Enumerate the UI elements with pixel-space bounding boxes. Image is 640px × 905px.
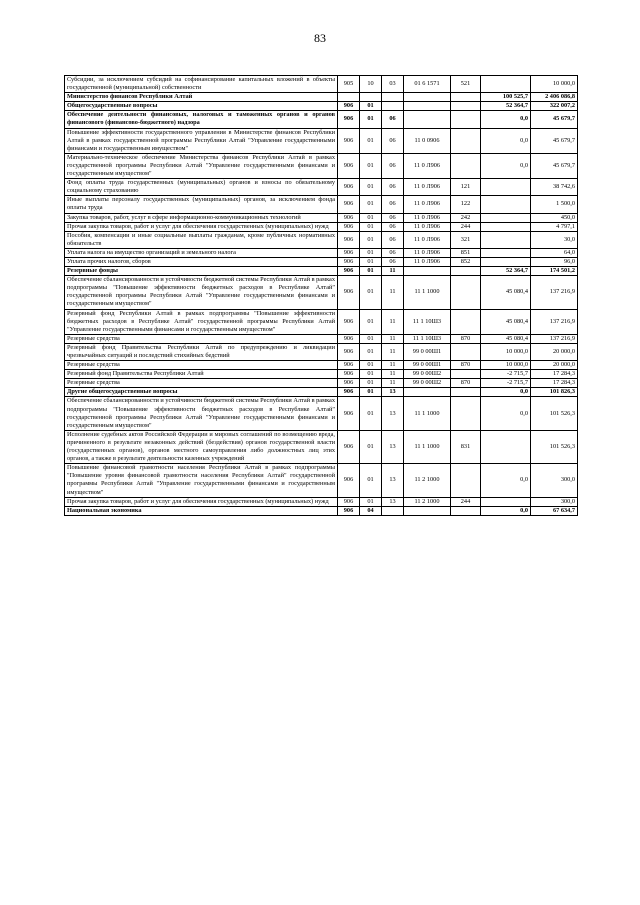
table-row — [65, 430, 578, 463]
table-row — [65, 379, 578, 388]
table-row — [65, 370, 578, 379]
cell-pr: 11 — [382, 334, 404, 343]
cell-sum-2016 — [481, 248, 531, 257]
cell-pr: 06 — [382, 111, 404, 128]
cell-ved: 906 — [338, 153, 360, 178]
cell-name: Резервные фонды — [65, 267, 338, 276]
cell-rz: 01 — [360, 464, 382, 497]
cell-vr: 831 — [451, 430, 481, 463]
table-row — [65, 276, 578, 309]
cell-pr: 11 — [382, 361, 404, 370]
cell-sum-2016: 45 080,4 — [481, 309, 531, 334]
cell-sum-2017: 322 007,2 — [531, 102, 578, 111]
cell-ved: 906 — [338, 343, 360, 360]
table-row — [65, 497, 578, 506]
table-row — [65, 464, 578, 497]
cell-rz: 01 — [360, 379, 382, 388]
cell-vr: 851 — [451, 248, 481, 257]
cell-sum-2017: 174 501,2 — [531, 267, 578, 276]
cell-rz: 01 — [360, 128, 382, 153]
cell-rz — [360, 93, 382, 102]
cell-sum-2016: 10 000,0 — [481, 343, 531, 360]
cell-csr: 11 0 Л906 — [404, 248, 451, 257]
table-row — [65, 397, 578, 430]
cell-sum-2016: 100 525,7 — [481, 93, 531, 102]
cell-rz: 01 — [360, 196, 382, 213]
cell-rz: 01 — [360, 267, 382, 276]
cell-vr — [451, 267, 481, 276]
cell-name: Субсидии, за исключением субсидий на софинансирование капитальных вложений в объекты государственной (муниципальной) собственности — [65, 76, 338, 93]
table-row — [65, 231, 578, 248]
cell-rz: 01 — [360, 370, 382, 379]
cell-vr — [451, 111, 481, 128]
cell-vr: 242 — [451, 213, 481, 222]
cell-rz: 01 — [360, 153, 382, 178]
cell-name: Общегосударственные вопросы — [65, 102, 338, 111]
cell-ved: 906 — [338, 430, 360, 463]
cell-sum-2017: 64,0 — [531, 248, 578, 257]
cell-ved: 906 — [338, 196, 360, 213]
cell-pr: 13 — [382, 397, 404, 430]
cell-sum-2016: 0,0 — [481, 388, 531, 397]
cell-pr: 06 — [382, 257, 404, 266]
table-body — [65, 76, 578, 516]
cell-vr: 852 — [451, 257, 481, 266]
cell-sum-2017: 137 216,9 — [531, 276, 578, 309]
cell-sum-2017: 67 634,7 — [531, 506, 578, 515]
cell-sum-2017: 17 284,3 — [531, 379, 578, 388]
cell-csr: 11 0 Л906 — [404, 257, 451, 266]
cell-ved: 906 — [338, 231, 360, 248]
table-row — [65, 179, 578, 196]
cell-sum-2017: 300,0 — [531, 464, 578, 497]
cell-csr: 11 0 Л906 — [404, 222, 451, 231]
cell-name: Закупка товаров, работ, услуг в сфере информационно-коммуникационных технологий — [65, 213, 338, 222]
cell-csr: 11 0 Л906 — [404, 153, 451, 178]
cell-rz: 01 — [360, 334, 382, 343]
cell-sum-2016 — [481, 222, 531, 231]
table-row — [65, 257, 578, 266]
cell-pr: 11 — [382, 370, 404, 379]
cell-ved: 906 — [338, 397, 360, 430]
cell-vr: 121 — [451, 179, 481, 196]
cell-rz: 01 — [360, 222, 382, 231]
cell-pr: 11 — [382, 267, 404, 276]
cell-ved: 906 — [338, 379, 360, 388]
cell-pr — [382, 93, 404, 102]
cell-ved: 906 — [338, 497, 360, 506]
cell-ved: 906 — [338, 464, 360, 497]
cell-sum-2016 — [481, 497, 531, 506]
table-row — [65, 388, 578, 397]
cell-vr — [451, 102, 481, 111]
cell-sum-2017: 10 000,0 — [531, 76, 578, 93]
cell-ved: 906 — [338, 179, 360, 196]
cell-rz: 01 — [360, 102, 382, 111]
cell-pr: 13 — [382, 464, 404, 497]
cell-sum-2016: 0,0 — [481, 153, 531, 178]
cell-rz: 01 — [360, 430, 382, 463]
cell-pr: 06 — [382, 248, 404, 257]
cell-csr: 11 1 1000 — [404, 430, 451, 463]
cell-name: Уплата прочих налогов, сборов — [65, 257, 338, 266]
cell-sum-2017: 4 797,1 — [531, 222, 578, 231]
budget-table — [64, 75, 578, 516]
cell-csr: 11 0 Л906 — [404, 196, 451, 213]
cell-vr: 321 — [451, 231, 481, 248]
cell-csr — [404, 102, 451, 111]
cell-rz: 01 — [360, 111, 382, 128]
cell-ved: 906 — [338, 267, 360, 276]
table-row — [65, 213, 578, 222]
cell-sum-2017: 20 000,0 — [531, 361, 578, 370]
cell-ved: 906 — [338, 257, 360, 266]
cell-pr — [382, 102, 404, 111]
cell-vr — [451, 93, 481, 102]
cell-sum-2017: 30,0 — [531, 231, 578, 248]
cell-csr: 11 1 1000 — [404, 276, 451, 309]
table-row — [65, 248, 578, 257]
cell-name: Другие общегосударственные вопросы — [65, 388, 338, 397]
cell-ved: 906 — [338, 506, 360, 515]
cell-ved: 906 — [338, 276, 360, 309]
cell-name: Резервный фонд Правительства Республики Алтай — [65, 370, 338, 379]
cell-ved: 906 — [338, 334, 360, 343]
cell-rz: 04 — [360, 506, 382, 515]
table-row — [65, 267, 578, 276]
cell-vr — [451, 397, 481, 430]
cell-vr: 870 — [451, 379, 481, 388]
cell-rz: 01 — [360, 388, 382, 397]
cell-name: Обеспечение сбалансированности и устойчивости бюджетной системы Республики Алтай в рамках подпрограммы "Повышение эффективности бюджетных расходов в Республике Алтай" государственной программы Республики Алтай "Управление государственными финансами и государственным имуществом" — [65, 276, 338, 309]
cell-csr: 11 0 Л906 — [404, 213, 451, 222]
cell-csr: 01 6 1571 — [404, 76, 451, 93]
cell-ved — [338, 93, 360, 102]
cell-ved: 906 — [338, 388, 360, 397]
table-row — [65, 111, 578, 128]
cell-rz: 01 — [360, 497, 382, 506]
cell-vr: 244 — [451, 222, 481, 231]
cell-csr — [404, 388, 451, 397]
cell-csr: 11 2 1000 — [404, 464, 451, 497]
page-number: 83 — [314, 31, 326, 45]
cell-ved: 906 — [338, 213, 360, 222]
cell-sum-2016: 0,0 — [481, 128, 531, 153]
cell-rz: 01 — [360, 231, 382, 248]
cell-sum-2016 — [481, 213, 531, 222]
cell-name: Резервные средства — [65, 379, 338, 388]
cell-rz: 01 — [360, 343, 382, 360]
cell-sum-2016: 0,0 — [481, 111, 531, 128]
cell-sum-2017: 137 216,9 — [531, 309, 578, 334]
cell-sum-2016 — [481, 257, 531, 266]
cell-pr: 06 — [382, 213, 404, 222]
cell-csr: 11 0 0906 — [404, 128, 451, 153]
cell-vr — [451, 343, 481, 360]
cell-pr: 03 — [382, 76, 404, 93]
cell-sum-2017: 137 216,9 — [531, 334, 578, 343]
cell-sum-2016: 52 364,7 — [481, 102, 531, 111]
cell-vr: 870 — [451, 361, 481, 370]
cell-pr: 06 — [382, 153, 404, 178]
cell-sum-2016: -2 715,7 — [481, 370, 531, 379]
cell-vr: 521 — [451, 76, 481, 93]
cell-sum-2017: 45 679,7 — [531, 111, 578, 128]
table-row — [65, 93, 578, 102]
cell-name: Пособия, компенсации и иные социальные выплаты гражданам, кроме публичных нормативных обязательств — [65, 231, 338, 248]
cell-ved: 906 — [338, 361, 360, 370]
cell-pr: 06 — [382, 222, 404, 231]
cell-name: Прочая закупка товаров, работ и услуг для обеспечения государственных (муниципальных) нужд — [65, 222, 338, 231]
cell-csr: 99 0 00Ш2 — [404, 379, 451, 388]
cell-ved: 906 — [338, 248, 360, 257]
cell-name: Резервные средства — [65, 361, 338, 370]
cell-csr: 99 0 00Ш1 — [404, 343, 451, 360]
table-row — [65, 76, 578, 93]
cell-pr: 06 — [382, 231, 404, 248]
cell-sum-2017: 2 406 086,8 — [531, 93, 578, 102]
cell-sum-2017: 101 526,3 — [531, 430, 578, 463]
cell-name: Прочая закупка товаров, работ и услуг для обеспечения государственных (муниципальных) нужд — [65, 497, 338, 506]
cell-pr: 11 — [382, 309, 404, 334]
cell-name: Иные выплаты персоналу государственных (муниципальных) органов, за исключением фонда оплаты труда — [65, 196, 338, 213]
cell-sum-2016: 45 080,4 — [481, 276, 531, 309]
cell-ved: 906 — [338, 102, 360, 111]
cell-sum-2017: 300,0 — [531, 497, 578, 506]
table-row — [65, 506, 578, 515]
cell-ved: 906 — [338, 111, 360, 128]
cell-ved: 906 — [338, 128, 360, 153]
cell-pr — [382, 506, 404, 515]
cell-pr: 13 — [382, 497, 404, 506]
cell-name: Фонд оплаты труда государственных (муниципальных) органов и взносы по обязательному социальному страхованию — [65, 179, 338, 196]
cell-name: Уплата налога на имущество организаций и земельного налога — [65, 248, 338, 257]
cell-pr: 06 — [382, 179, 404, 196]
cell-sum-2016: 45 080,4 — [481, 334, 531, 343]
cell-rz: 01 — [360, 248, 382, 257]
cell-sum-2017: 450,0 — [531, 213, 578, 222]
cell-rz: 01 — [360, 361, 382, 370]
cell-rz: 01 — [360, 276, 382, 309]
cell-vr — [451, 388, 481, 397]
cell-name: Резервные средства — [65, 334, 338, 343]
cell-csr: 11 0 Л906 — [404, 179, 451, 196]
cell-name: Национальная экономика — [65, 506, 338, 515]
cell-pr: 11 — [382, 343, 404, 360]
cell-name: Резервный фонд Правительства Республики Алтай по предупреждению и ликвидации чрезвычайных ситуаций и последствий стихийных бедствий — [65, 343, 338, 360]
cell-name: Повышение финансовой грамотности населения Республики Алтай в рамках подпрограммы "Повышение уровня финансовой грамотности населения Республики Алтай" государственной программы Республики Алтай "Управление государственными финансами и государственным имуществом" — [65, 464, 338, 497]
cell-sum-2016: 0,0 — [481, 506, 531, 515]
cell-sum-2016: 52 364,7 — [481, 267, 531, 276]
cell-vr: 244 — [451, 497, 481, 506]
cell-sum-2016 — [481, 179, 531, 196]
cell-name: Материально-техническое обеспечение Министерства финансов Республики Алтай в рамках государственной программы Республики Алтай "Управление государственными финансами и государственным имуществом" — [65, 153, 338, 178]
cell-name: Обеспечение деятельности финансовых, налоговых и таможенных органов и органов финансового (финансово-бюджетного) надзора — [65, 111, 338, 128]
table-row — [65, 102, 578, 111]
table-row — [65, 222, 578, 231]
cell-sum-2017: 17 284,3 — [531, 370, 578, 379]
cell-csr: 99 0 00Ш1 — [404, 361, 451, 370]
cell-csr — [404, 111, 451, 128]
cell-sum-2017: 45 679,7 — [531, 128, 578, 153]
cell-vr — [451, 506, 481, 515]
cell-rz: 01 — [360, 257, 382, 266]
cell-name: Министерство финансов Республики Алтай — [65, 93, 338, 102]
table-row — [65, 309, 578, 334]
cell-pr: 13 — [382, 388, 404, 397]
cell-sum-2016 — [481, 76, 531, 93]
cell-csr: 11 0 Л906 — [404, 231, 451, 248]
cell-name: Резервный фонд Республики Алтай в рамках подпрограммы "Повышение эффективности бюджетных расходов в Республике Алтай" государственной программы Республики Алтай "Управление государственными финансами и государственным имуществом" — [65, 309, 338, 334]
cell-csr: 11 2 1000 — [404, 497, 451, 506]
cell-rz: 01 — [360, 213, 382, 222]
cell-name: Обеспечение сбалансированности и устойчивости бюджетной системы Республики Алтай в рамках подпрограммы "Повышение эффективности бюджетных расходов в Республике Алтай" государственной программы Республики Алтай "Управление государственными финансами и государственным имуществом" — [65, 397, 338, 430]
cell-vr — [451, 309, 481, 334]
cell-rz: 01 — [360, 397, 382, 430]
cell-sum-2017: 45 679,7 — [531, 153, 578, 178]
cell-pr: 06 — [382, 128, 404, 153]
table-row — [65, 196, 578, 213]
cell-sum-2016 — [481, 196, 531, 213]
cell-sum-2017: 20 000,0 — [531, 343, 578, 360]
cell-vr: 122 — [451, 196, 481, 213]
cell-name: Исполнение судебных актов Российской Федерации и мировых соглашений по возмещению вреда, причиненного в результате незаконных действий (бездействия) органов государственной власти (государственных органов), органов местного самоуправления либо должностных лиц этих органов, а также в результате деятельности казенных учреждений — [65, 430, 338, 463]
cell-ved: 905 — [338, 76, 360, 93]
cell-sum-2016: 0,0 — [481, 397, 531, 430]
table-row — [65, 343, 578, 360]
cell-ved: 906 — [338, 309, 360, 334]
cell-csr — [404, 506, 451, 515]
cell-rz: 10 — [360, 76, 382, 93]
cell-sum-2017: 1 500,0 — [531, 196, 578, 213]
cell-csr: 11 1 10Ш3 — [404, 334, 451, 343]
cell-pr: 11 — [382, 276, 404, 309]
cell-sum-2017: 101 826,3 — [531, 388, 578, 397]
cell-rz: 01 — [360, 179, 382, 196]
cell-sum-2017: 38 742,6 — [531, 179, 578, 196]
cell-vr — [451, 153, 481, 178]
cell-name: Повышение эффективности государственного управления в Министерстве финансов Республики Алтай в рамках государственной программы Республики Алтай "Управление государственными финансами и государственным имуществом" — [65, 128, 338, 153]
cell-pr: 06 — [382, 196, 404, 213]
cell-vr: 870 — [451, 334, 481, 343]
table-row — [65, 361, 578, 370]
cell-vr — [451, 370, 481, 379]
cell-rz: 01 — [360, 309, 382, 334]
cell-sum-2016: 0,0 — [481, 464, 531, 497]
cell-sum-2016 — [481, 231, 531, 248]
cell-csr: 11 1 1000 — [404, 397, 451, 430]
cell-csr — [404, 267, 451, 276]
cell-sum-2016 — [481, 430, 531, 463]
cell-vr — [451, 464, 481, 497]
table-row — [65, 128, 578, 153]
cell-csr: 99 0 00Ш2 — [404, 370, 451, 379]
cell-vr — [451, 276, 481, 309]
cell-ved: 906 — [338, 370, 360, 379]
cell-pr: 11 — [382, 379, 404, 388]
cell-sum-2016: -2 715,7 — [481, 379, 531, 388]
cell-csr — [404, 93, 451, 102]
cell-ved: 906 — [338, 222, 360, 231]
cell-sum-2016: 10 000,0 — [481, 361, 531, 370]
cell-pr: 13 — [382, 430, 404, 463]
cell-sum-2017: 101 526,3 — [531, 397, 578, 430]
cell-csr: 11 1 10Ш3 — [404, 309, 451, 334]
cell-vr — [451, 128, 481, 153]
table-row — [65, 153, 578, 178]
table-row — [65, 334, 578, 343]
cell-sum-2017: 96,0 — [531, 257, 578, 266]
